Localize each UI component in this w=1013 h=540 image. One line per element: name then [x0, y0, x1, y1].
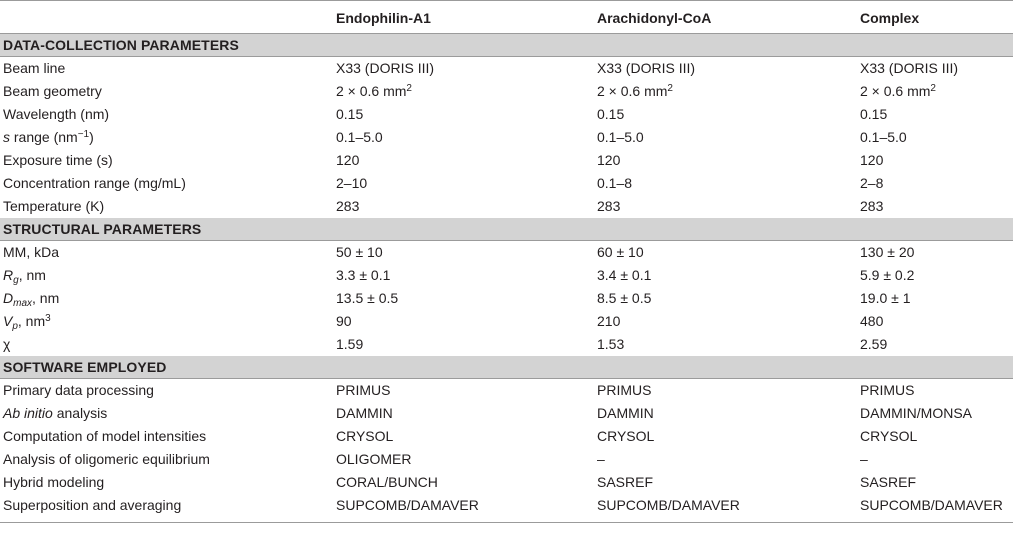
table-cell: [336, 195, 359, 218]
row-label-text: analysis: [52, 405, 108, 421]
cell-value: 1.59: [336, 336, 364, 352]
cell-value: 0.15: [597, 106, 625, 122]
cell-value: –: [597, 451, 605, 467]
row-label: [3, 195, 104, 218]
table-cell: [597, 425, 654, 448]
row-label: [3, 80, 102, 103]
row-label: [3, 333, 10, 356]
table-cell: [597, 448, 605, 471]
column-header: Arachidonyl-CoA: [597, 10, 712, 26]
table-cell: [336, 379, 390, 402]
cell-value: 130 ± 20: [860, 244, 915, 260]
table-cell: [336, 402, 393, 425]
row-label-superscript: 3: [45, 313, 51, 324]
row-label: [3, 172, 186, 195]
table-cell: [597, 80, 673, 103]
column-header: Complex: [860, 10, 920, 26]
cell-value: 5.9 ± 0.2: [860, 267, 915, 283]
table-row: [0, 448, 1013, 471]
table-row: [0, 57, 1013, 80]
row-label: [3, 57, 65, 80]
cell-value: 0.1–5.0: [597, 129, 644, 145]
table-cell: [336, 287, 398, 310]
cell-value: 3.4 ± 0.1: [597, 267, 652, 283]
row-label-text: Superposition and averaging: [3, 497, 182, 513]
cell-value: 3.3 ± 0.1: [336, 267, 391, 283]
cell-value: X33 (DORIS III): [860, 60, 959, 76]
cell-value: SUPCOMB/DAMAVER: [860, 497, 1003, 513]
table-cell: [860, 103, 887, 126]
cell-superscript: 2: [667, 83, 673, 94]
table-cell: [336, 103, 363, 126]
table-row: [0, 287, 1013, 310]
cell-value: X33 (DORIS III): [336, 60, 435, 76]
table-cell: [336, 80, 412, 103]
row-label: [3, 402, 107, 425]
row-label-text: , nm: [18, 267, 46, 283]
table-cell: [860, 448, 868, 471]
table-row: [0, 471, 1013, 494]
table-cell: [597, 195, 620, 218]
cell-value: DAMMIN: [336, 405, 393, 421]
cell-value: 210: [597, 313, 621, 329]
cell-value: CRYSOL: [597, 428, 655, 444]
cell-value: 120: [336, 152, 360, 168]
table-cell: [597, 103, 624, 126]
row-label-text: Beam line: [3, 60, 66, 76]
table-cell: [597, 379, 651, 402]
cell-value: SASREF: [860, 474, 917, 490]
row-label: [3, 287, 59, 310]
table-row: [0, 149, 1013, 172]
section-header-row: [0, 34, 1013, 57]
table-row: [0, 310, 1013, 333]
section-title: SOFTWARE EMPLOYED: [3, 359, 167, 375]
table-row: [0, 80, 1013, 103]
row-label-text: , nm: [17, 313, 46, 329]
row-label-subscript: g: [13, 275, 19, 286]
table-cell: [336, 172, 367, 195]
cell-value: PRIMUS: [597, 382, 652, 398]
table-row: [0, 241, 1013, 264]
row-label: [3, 103, 109, 126]
cell-value: 120: [860, 152, 884, 168]
cell-value: 120: [597, 152, 621, 168]
cell-value: 2 × 0.6 mm: [336, 83, 407, 99]
cell-value: 19.0 ± 1: [860, 290, 911, 306]
table-row: [0, 425, 1013, 448]
table-cell: [860, 287, 911, 310]
row-label: [3, 241, 59, 264]
table-cell: [597, 172, 632, 195]
table-cell: [336, 494, 479, 517]
table-cell: [336, 149, 359, 172]
cell-value: 8.5 ± 0.5: [597, 290, 652, 306]
cell-value: 480: [860, 313, 884, 329]
table-cell: [860, 264, 914, 287]
row-label-subscript: p: [12, 321, 18, 332]
table-row: [0, 333, 1013, 356]
section-title: STRUCTURAL PARAMETERS: [3, 221, 202, 237]
table-cell: [860, 57, 958, 80]
table-cell: [597, 149, 620, 172]
row-label: [3, 264, 46, 287]
row-label: [3, 126, 94, 149]
cell-value: 90: [336, 313, 352, 329]
row-label-subscript: max: [13, 298, 33, 309]
table-cell: [336, 241, 383, 264]
cell-value: 0.15: [336, 106, 364, 122]
table-cell: [860, 333, 887, 356]
cell-value: SUPCOMB/DAMAVER: [336, 497, 479, 513]
table-cell: [860, 195, 883, 218]
cell-value: 60 ± 10: [597, 244, 644, 260]
row-label-text: Primary data processing: [3, 382, 154, 398]
row-label: [3, 425, 206, 448]
table-cell: [336, 57, 434, 80]
table-row: [0, 264, 1013, 287]
table-cell: [597, 126, 644, 149]
table-cell: [597, 241, 644, 264]
table-cell: [336, 448, 411, 471]
section-header-row: [0, 356, 1013, 379]
section-title: DATA-COLLECTION PARAMETERS: [3, 37, 239, 53]
cell-value: 50 ± 10: [336, 244, 383, 260]
table-cell: [336, 425, 393, 448]
row-label-text: Wavelength (nm): [3, 106, 110, 122]
table-cell: [860, 379, 914, 402]
cell-value: 1.53: [597, 336, 625, 352]
column-header: Endophilin-A1: [336, 10, 431, 26]
row-label: [3, 379, 154, 402]
cell-value: PRIMUS: [860, 382, 915, 398]
cell-value: 13.5 ± 0.5: [336, 290, 399, 306]
table-cell: [336, 471, 438, 494]
table-cell: [860, 241, 914, 264]
table-cell: [336, 310, 352, 333]
table-header-row: [0, 0, 1013, 34]
table-cell: [597, 287, 651, 310]
cell-value: 0.1–8: [597, 175, 633, 191]
table-cell: [597, 402, 654, 425]
row-label-text: range (nm: [10, 129, 78, 145]
row-label: [3, 149, 113, 172]
table-row: [0, 379, 1013, 402]
table-cell: [860, 80, 936, 103]
table-cell: [860, 471, 916, 494]
row-label-text: Hybrid modeling: [3, 474, 105, 490]
cell-value: CORAL/BUNCH: [336, 474, 438, 490]
cell-value: 2 × 0.6 mm: [860, 83, 931, 99]
row-label-italic: D: [3, 290, 14, 306]
row-label-text: MM, kDa: [3, 244, 59, 260]
row-label-text: χ: [3, 336, 11, 352]
cell-value: 2–10: [336, 175, 368, 191]
row-label: [3, 471, 104, 494]
cell-value: CRYSOL: [336, 428, 394, 444]
table-cell: [860, 172, 883, 195]
cell-value: 0.15: [860, 106, 888, 122]
table-cell: [860, 310, 883, 333]
table-row: [0, 402, 1013, 425]
table-cell: [597, 264, 651, 287]
row-label-italic: V: [3, 313, 13, 329]
table-cell: [860, 494, 1003, 517]
table-cell: [597, 333, 624, 356]
cell-superscript: 2: [406, 83, 412, 94]
table-cell: [597, 471, 653, 494]
cell-value: 2.59: [860, 336, 888, 352]
table-cell: [860, 402, 972, 425]
cell-value: X33 (DORIS III): [597, 60, 696, 76]
row-label-italic: R: [3, 267, 14, 283]
table-cell: [860, 149, 883, 172]
row-label-text: , nm: [32, 290, 60, 306]
cell-superscript: 2: [930, 83, 936, 94]
row-label-text: Computation of model intensities: [3, 428, 207, 444]
table-row: [0, 494, 1013, 517]
row-label-text: Analysis of oligomeric equilibrium: [3, 451, 210, 467]
cell-value: DAMMIN: [597, 405, 654, 421]
row-label-suffix: ): [89, 129, 94, 145]
row-label: [3, 494, 181, 517]
cell-value: PRIMUS: [336, 382, 391, 398]
row-label: [3, 448, 210, 471]
row-label-text: Temperature (K): [3, 198, 105, 214]
table-cell: [597, 57, 695, 80]
table-cell: [336, 264, 390, 287]
row-label-italic: Ab initio: [3, 405, 53, 421]
table-cell: [336, 333, 363, 356]
row-label-text: Concentration range (mg/mL): [3, 175, 186, 191]
table-row: [0, 126, 1013, 149]
row-label-text: Exposure time (s): [3, 152, 113, 168]
table-row: [0, 103, 1013, 126]
cell-value: 283: [336, 198, 360, 214]
cell-value: 283: [597, 198, 621, 214]
row-label-text: Beam geometry: [3, 83, 102, 99]
row-label-superscript: −1: [77, 129, 90, 140]
cell-value: CRYSOL: [860, 428, 918, 444]
cell-value: 283: [860, 198, 884, 214]
table-cell: [860, 126, 907, 149]
cell-value: 2–8: [860, 175, 884, 191]
cell-value: 2 × 0.6 mm: [597, 83, 668, 99]
cell-value: –: [860, 451, 868, 467]
bottom-rule: [0, 522, 1013, 523]
table-body: [0, 34, 1013, 517]
table-cell: [597, 310, 620, 333]
table-row: [0, 172, 1013, 195]
cell-value: OLIGOMER: [336, 451, 412, 467]
table-cell: [860, 425, 917, 448]
row-label: [3, 310, 51, 333]
row-label-italic: s: [3, 129, 10, 145]
section-header-row: [0, 218, 1013, 241]
cell-value: DAMMIN/MONSA: [860, 405, 972, 421]
cell-value: SUPCOMB/DAMAVER: [597, 497, 740, 513]
cell-value: 0.1–5.0: [336, 129, 383, 145]
cell-value: 0.1–5.0: [860, 129, 907, 145]
cell-value: SASREF: [597, 474, 654, 490]
table-cell: [597, 494, 740, 517]
table-row: [0, 195, 1013, 218]
table-cell: [336, 126, 383, 149]
